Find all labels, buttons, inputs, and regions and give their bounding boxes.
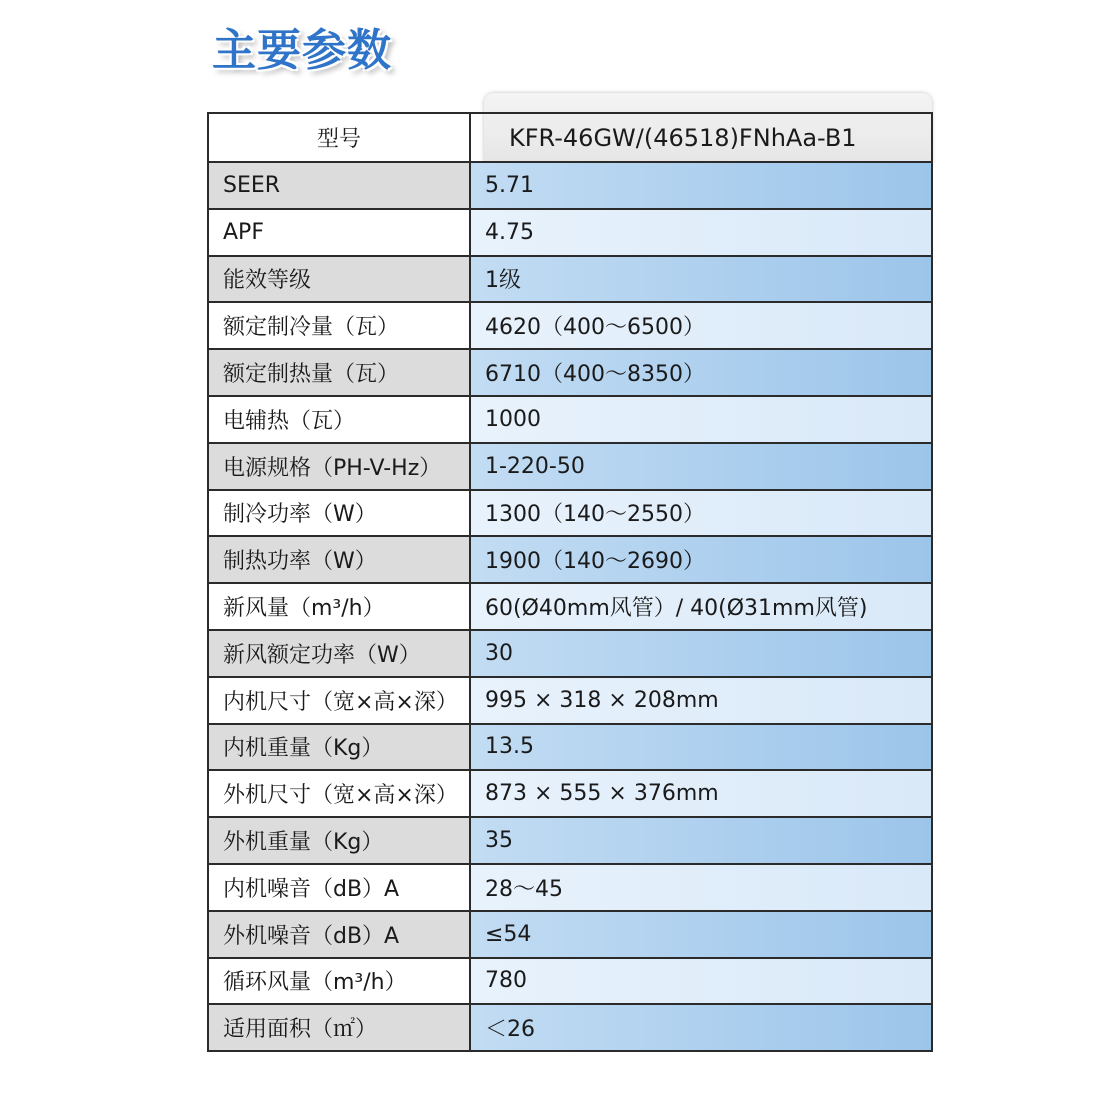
param-label: 电源规格（PH-V-Hz） [208, 443, 470, 490]
param-value: 873 × 555 × 376mm [470, 770, 932, 817]
param-label: 内机噪音（dB）A [208, 864, 470, 911]
param-label: 额定制冷量（瓦） [208, 302, 470, 349]
table-row [208, 630, 932, 677]
table-row [208, 677, 932, 724]
table-row [208, 396, 932, 443]
table-row [208, 583, 932, 630]
param-label: 制冷功率（W） [208, 490, 470, 537]
param-value: 1级 [470, 256, 932, 303]
param-value: 6710（400～8350） [470, 349, 932, 396]
param-label: 新风量（m³/h） [208, 583, 470, 630]
param-value: 5.71 [470, 162, 932, 209]
param-value: 1300（140～2550） [470, 490, 932, 537]
table-row [208, 302, 932, 349]
table-row [208, 349, 932, 396]
param-label: 内机重量（Kg） [208, 724, 470, 771]
param-value: 4.75 [470, 209, 932, 256]
table-row [208, 162, 932, 209]
param-value: 780 [470, 958, 932, 1005]
table-row [208, 770, 932, 817]
table-row [208, 256, 932, 303]
table-row [208, 443, 932, 490]
table-row [208, 209, 932, 256]
param-value: ≤54 [470, 911, 932, 958]
table-row [208, 724, 932, 771]
param-label: 额定制热量（瓦） [208, 349, 470, 396]
param-label: 新风额定功率（W） [208, 630, 470, 677]
table-row [208, 864, 932, 911]
param-value: 995 × 318 × 208mm [470, 677, 932, 724]
param-value: 13.5 [470, 724, 932, 771]
param-label: 外机噪音（dB）A [208, 911, 470, 958]
param-value: 30 [470, 630, 932, 677]
table-row [208, 911, 932, 958]
table-row [208, 536, 932, 583]
header-label: 型号 [208, 113, 470, 162]
param-label: 内机尺寸（宽×高×深） [208, 677, 470, 724]
param-label: 适用面积（㎡） [208, 1004, 470, 1051]
param-value: 35 [470, 817, 932, 864]
param-value: 1900（140～2690） [470, 536, 932, 583]
param-label: APF [208, 209, 470, 256]
table-row [208, 958, 932, 1005]
table-row [208, 490, 932, 537]
param-label: 电辅热（瓦） [208, 396, 470, 443]
param-label: 外机尺寸（宽×高×深） [208, 770, 470, 817]
param-label: 外机重量（Kg） [208, 817, 470, 864]
table-row [208, 817, 932, 864]
param-label: 循环风量（m³/h） [208, 958, 470, 1005]
param-label: 制热功率（W） [208, 536, 470, 583]
parameters-table [207, 112, 933, 1052]
table-header-row [208, 113, 932, 162]
table-row [208, 1004, 932, 1051]
model-number: KFR-46GW/(46518)FNhAa-B1 [470, 113, 932, 162]
param-value: 1-220-50 [470, 443, 932, 490]
param-value: 1000 [470, 396, 932, 443]
param-value: 60(Ø40mm风管）/ 40(Ø31mm风管) [470, 583, 932, 630]
param-value: ＜26 [470, 1004, 932, 1051]
param-value: 4620（400～6500） [470, 302, 932, 349]
param-value: 28～45 [470, 864, 932, 911]
param-label: 能效等级 [208, 256, 470, 303]
param-label: SEER [208, 162, 470, 209]
page-title: 主要参数 [212, 25, 392, 76]
